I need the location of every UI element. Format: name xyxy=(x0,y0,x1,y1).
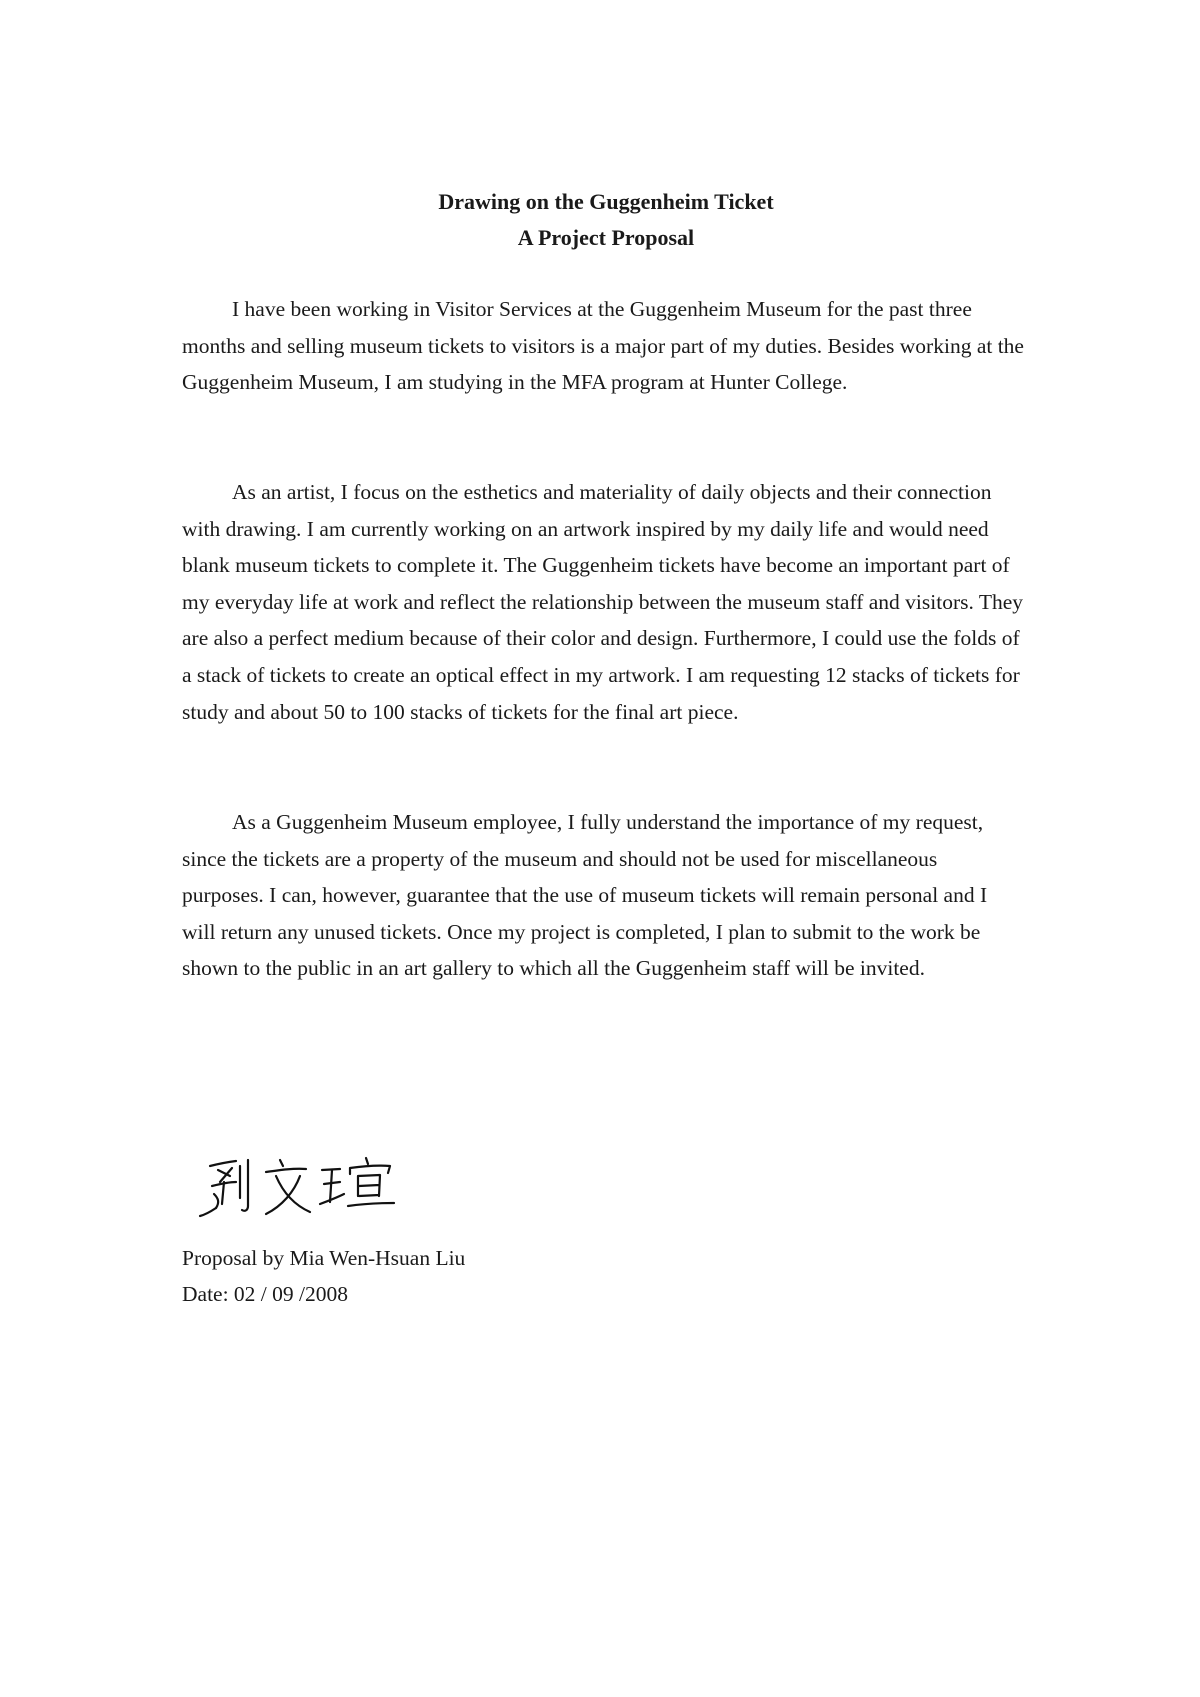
document-subtitle: A Project Proposal xyxy=(517,225,695,250)
document-title: Drawing on the Guggenheim Ticket xyxy=(438,189,774,214)
signature-drawing xyxy=(196,1152,396,1222)
paragraph-3: As a Guggenheim Museum employee, I fully understand the importance of my request, since the tickets are a property of the museum and should not be used for miscellaneous purposes. I can, however, guarantee that the use of museum tickets will remain personal and I will return any unused tickets. Once my project is completed, I plan to submit to the work be shown to the public in an art gallery to which all the Guggenheim staff will be invited. xyxy=(182,810,988,981)
paragraph-1: I have been working in Visitor Services at the Guggenheim Museum for the past three months and selling museum tickets to visitors is a major part of my duties. Besides working at the Guggenheim Museum, I am studying in the MFA program at Hunter College. xyxy=(182,297,1024,395)
closing-block xyxy=(182,1240,465,1312)
proposal-date: Date: 02 / 09 /2008 xyxy=(182,1282,349,1306)
paragraph-2: As an artist, I focus on the esthetics and materiality of daily objects and their connection with drawing. I am currently working on an artwork inspired by my daily life and would need blank museum tickets to complete it. The Guggenheim tickets have become an important part of my everyday life at work and reflect the relationship between the museum staff and visitors. They are also a perfect medium because of their color and design. Furthermore, I could use the folds of a stack of tickets to create an optical effect in my artwork. I am requesting 12 stacks of tickets for study and about 50 to 100 stacks of tickets for the final art piece. xyxy=(182,480,1024,724)
title-block xyxy=(0,184,1200,256)
handwritten-signature xyxy=(196,1152,396,1222)
proposal-author: Proposal by Mia Wen-Hsuan Liu xyxy=(182,1246,466,1270)
